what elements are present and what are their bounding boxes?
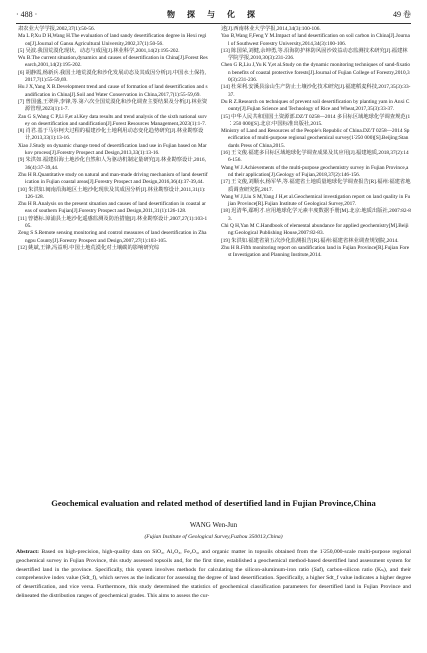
reference-entry: Zeng S S.Remote sensing monitoring and control measures of land desertification in Zhangpu County[J].Forestry Prospect and Design,2007,27(1):103-105. [18, 230, 207, 244]
reference-entry: [19] 朱洪如.福建省第五次沙化监测报告[R].福州:福建省林业调查规划院,2014. [221, 237, 399, 244]
reference-entry: [18] 迟清华,鄢明才.应用地球化学元素丰度数据手册[M].北京:地质出版社,2007:82-83. [221, 208, 411, 222]
abstract-label: Abstract: [16, 549, 40, 555]
reference-entry: Chen G R,Liu J,Yu K Y,et al.Study on the dynamic monitoring techniques of sand-fixation benefits of coastal protective forests[J].Journal of Fujian College of Forestry,2010,30(3):231-236. [221, 62, 411, 84]
journal-name: 物 探 与 化 探 [167, 10, 260, 19]
english-affiliation: (Fujian Institute of Geological Survey,Fuzhou 350013,China) [144, 534, 283, 540]
reference-entry: Wu B.The current situation,dynamics and causes of desertification in China[J].Forest Research,2001,14(2):195-202. [18, 55, 208, 69]
reference-entry: [8] 肖君.基于马尔柯夫过程的福建沙化土地利用动态变化趋势研究[J].林业勘察设计,2013,33(1):13-16. [18, 128, 204, 142]
reference-entry: Wang W J.Achievements of the multi-purpose geochemistry survey in Fujian Province,and their application[J].Geology of Fujian,2018,37(2):146-156. [221, 164, 409, 178]
reference-entry: Du R Z.Research on techniques of prevent soil desertification by planting yam in Anxi County[J].Fujian Science and Technology of Rice and Wheat,2017,35(3):33-37. [221, 98, 410, 113]
reference-entry: [5] 吴波.我国荒漠化现状、动态与成因[J].林业科学,2001,14(2):195-202. [18, 47, 180, 54]
reference-entry: 肃农业大学学报,2002,37(1):50-56. [18, 26, 95, 32]
reference-entry: Wang W J,Liu S M,Yang J H,et al.Geochemical investigation report on land quality in Fujian Province[R].Fujian Institute of Geological Survey,2017. [221, 193, 411, 208]
reference-entry: Zhu H R.Analysis on the present situation and causes of land desertification in coastal areas of southern Fujian[J].Forestry Prospect and Design,2011,31(1):126-128. [18, 201, 206, 215]
references-right-column [221, 26, 411, 260]
reference-entry: [9] 朱洪如.福建沿海土地沙化自然和人为驱动机制定量研究[J].林业勘察设计,2016,36(4):37-39,44. [18, 157, 206, 171]
reference-entry: [13] 陈国荣,刘健,余坤勇,等.沿海防护林防风固沙效益动态监测技术研究[J].福建林学院学报,2010,30(3):231-236. [221, 47, 408, 62]
reference-entry: Zan G S,Wang C P,Li F,et al.Key data results and trend analysis of the sixth national survey on desertification and sandification[J].Forest Resources Management,2023(1):1-7. [18, 113, 207, 127]
reference-entry: [7] 曾国盛,王翠萍,李锋,等.第六次全国荒漠化和沙化调查主要结果及分析[J].林业资源管理,2023(1):1-7. [18, 98, 208, 113]
reference-entry: [10] 朱洪如.闽南沿海地区土地沙化现状及其成因分析[J].林业勘察设计,2011,31(1):126-128. [18, 186, 206, 200]
reference-entry: [6] 胡静霞,杨新兵.我国土地荒漠化和沙化发展动态及其成因分析[J].中国水土保持,2017,7(1):55-59,69. [18, 69, 206, 84]
english-abstract [16, 548, 411, 601]
reference-entry: 述[J].西南林业大学学报,2014,34(3):100-106. [221, 26, 321, 32]
reference-entry: [16] 王文俊.福建多目标区域地球化学调查成果及其应用[J].福建地质,2018,37(2):146-156. [221, 150, 409, 164]
reference-entry: Ma L P,Xu D H,Wang H.The evaluation of land sandy desertification degree in Hexi region[J].Journal of Gansu Agricultural University,2002,37(1):50-56. [18, 33, 207, 47]
reference-entry: Xiao J.Study on dynamic change trend of desertification land use in Fujian based on Markov process[J].Forestry Prospect and Design,2013,33(1):13-16. [18, 142, 207, 157]
running-header [16, 8, 411, 22]
reference-entry: Zhu H R.Quantitative study on natural and man-made driving mechanism of land desertification in Fujian coastal areas[J].Forestry Prospect and Design,2016,36(4):37-39,44. [18, 171, 208, 186]
abstract-text: Based on high-precision, high-quality data on SiO₂, Al₂O₃, Fe₂O₃, and organic matter in topsoils obtained from the 1∶250,000-scale multi-purpose regional geochemical survey in Fujian Province, this study assessed topsoils and, for the first time, established a geochemical method-based desertified land assessment system for desertified land in the province. Specifically, this system involves methods for calculating the silicon-aluminum-iron ratio (Saf), carbon-silicon ratio (Kₛᵢ), and their comprehensive index value (Sdt_f), which serves as the indicator for assessing the degree of land desertification. Specifically, a higher Sdt_f value indicates a higher degree of desertification, and vice versa. Furthermore, this study determined the statistics of geochemical classification parameters for desertified land in Fujian Province and delineated the distribution ranges of geochemical grades. This aims to assess the cur- [16, 549, 411, 599]
reference-entry: [12] 姚斌,王锋,冯益明.中国土地荒漠化对土壤碳的影响研究综 [18, 244, 160, 251]
reference-entry: Yao B,Wang F,Feng Y M.Impact of land desertification on soil carbon in China[J].Journal of Southwest Forestry University,2014,34(3):100-106. [221, 33, 410, 47]
reference-entry: Ministry of Land and Resources of the People's Republic of China.DZ/T 0258—2014 Specification of multi-purpose regional geochemical survey(1∶250 000)[S].Beijing:Standards Press of China,2015. [221, 128, 410, 149]
reference-entry: [11] 曾德标.漳浦县土地沙化遥感监测及防治措施[J].林业勘察设计,2007,27(1):103-105. [18, 215, 208, 230]
page-number: · 488 · [16, 10, 38, 19]
header-rule [16, 23, 411, 24]
reference-entry: [14] 杜荣利.安溪县涂山生产防止土壤沙化技术研究[J].福建稻麦科技,2017,35(3):33-37. [221, 84, 411, 98]
references-left-column [18, 26, 208, 252]
reference-entry: Hu J X,Yang X B.Development trend and cause of formation of land desertification and sandification in China[J].Soil and Water Conservation in China,2017,7(1):55-59,69. [18, 84, 208, 98]
reference-entry: Chi Q H,Yan M C.Handbook of elemental abundance for applied geochemistry[M].Beijing:Geological Publishing House,2007:82-83. [221, 223, 409, 237]
english-author: WANG Wen-Jun [189, 521, 238, 529]
reference-entry: [17] 王文俊,刘顺水,杨军华,等.福建省土地质量地球化学调查报告[R].福州:福建省地质调查研究院,2017. [221, 179, 411, 193]
reference-entry: [15] 中华人民共和国国土资源部.DZ/T 0258—2014 多目标区域地球化学调查规范(1∶250 000)[S].北京:中国标准出版社,2015. [221, 113, 411, 127]
reference-entry: Zhu H R.Fifth monitoring report on sandification land in Fujian Province[R].Fujian Forest Investigation and Planning Institute,2014. [221, 244, 410, 259]
english-title: Geochemical evaluation and related method of desertified land in Fujian Province,China [51, 498, 376, 508]
volume-label: 49 卷 [393, 10, 411, 19]
